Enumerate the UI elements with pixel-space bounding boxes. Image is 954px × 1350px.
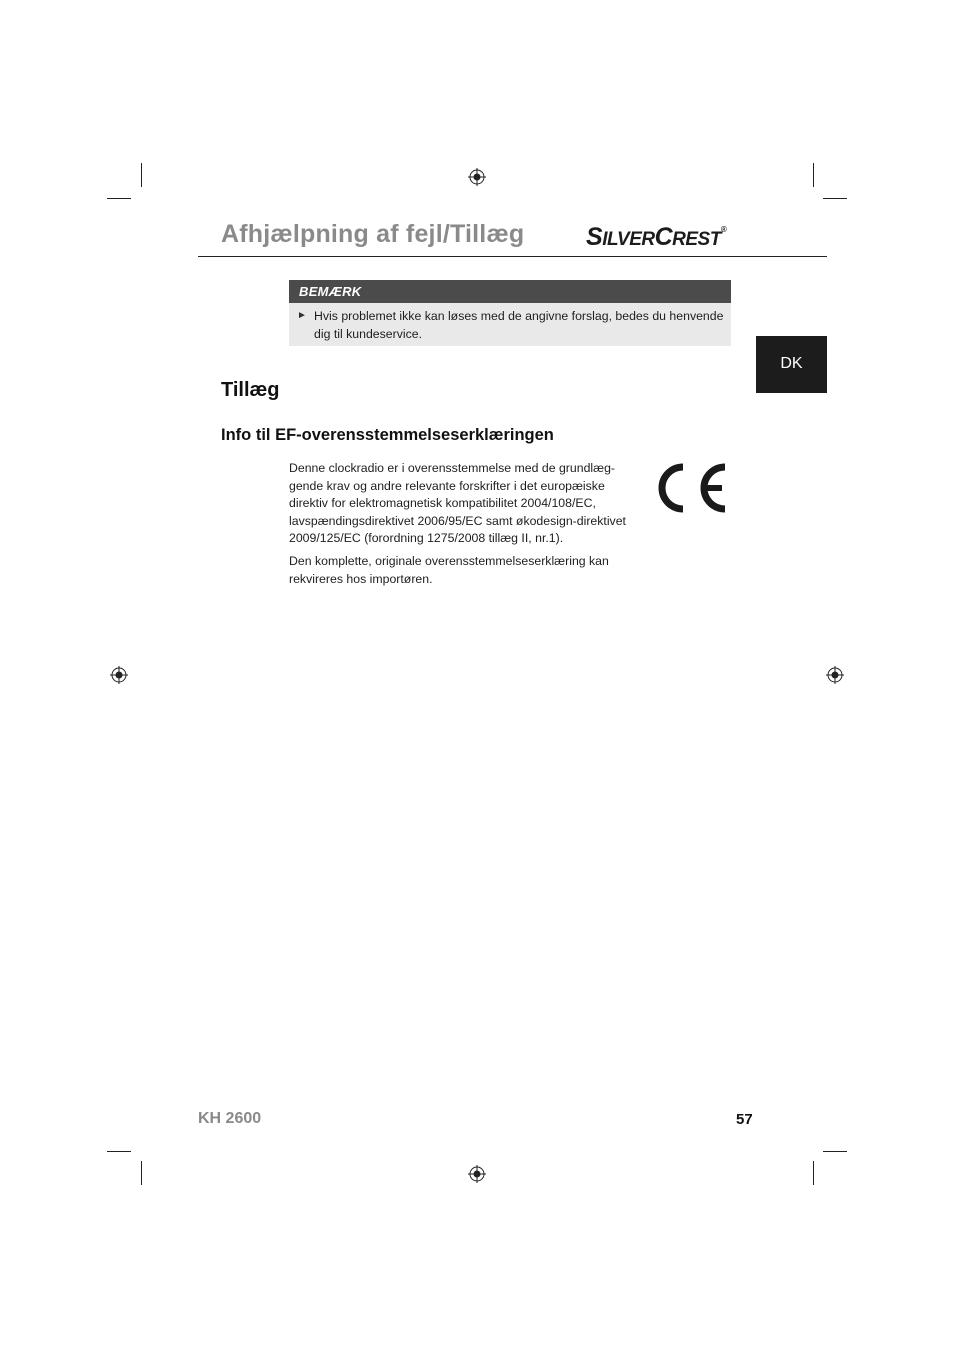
note-label: BEMÆRK <box>299 284 362 299</box>
section-subheading: Info til EF-overensstemmelseserklæringen <box>221 426 554 444</box>
paragraph-line: Den komplette, originale overensstemmelseserklæring kan <box>289 554 609 568</box>
brand-initial: C <box>654 223 673 251</box>
page-number: 57 <box>736 1111 753 1128</box>
paragraph <box>289 460 634 548</box>
language-tab: DK <box>756 336 827 393</box>
paragraph-line: Denne clockradio er i overensstemmelse med de grundlæg- <box>289 461 616 475</box>
ce-mark-icon <box>657 462 729 514</box>
header-rule <box>198 256 827 257</box>
registration-mark-icon <box>468 1165 486 1183</box>
brand-logo <box>586 223 726 252</box>
paragraph-line: rekvireres hos importøren. <box>289 571 433 586</box>
registered-mark: ® <box>720 225 727 234</box>
brand-initial: S <box>586 223 603 251</box>
registration-mark-icon <box>468 168 486 186</box>
note-body <box>289 303 731 346</box>
footer-model: KH 2600 <box>198 1110 262 1127</box>
paragraph-line: gende krav og andre relevante forskrifter i det europæiske <box>289 478 605 493</box>
note-text: Hvis problemet ikke kan løses med de angivne forslag, bedes du henvende dig til kundeservice. <box>314 309 724 341</box>
registration-mark-icon <box>826 666 844 684</box>
brand-text: ILVER <box>602 229 655 250</box>
section-heading: Tillæg <box>221 379 280 401</box>
note-header <box>289 280 731 303</box>
registration-mark-icon <box>110 666 128 684</box>
paragraph-line: 2009/125/EC (forordning 1275/2008 tillæg II, nr.1). <box>289 531 564 545</box>
paragraph <box>289 553 634 588</box>
page-title: Afhjælpning af fejl/Tillæg <box>221 220 525 248</box>
brand-text: REST <box>672 229 721 250</box>
paragraph-line: lavspændingsdirektivet 2006/95/EC samt økodesign-direktivet <box>289 513 626 528</box>
bullet-arrow-icon: ► <box>297 310 307 321</box>
paragraph-line: direktiv for elektromagnetisk kompatibilitet 2004/108/EC, <box>289 496 596 510</box>
